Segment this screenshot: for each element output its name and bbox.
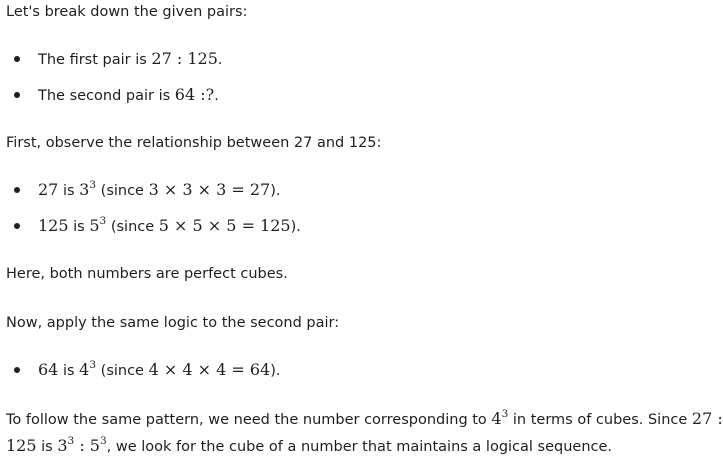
text: ). bbox=[270, 183, 281, 199]
text: (since bbox=[96, 183, 149, 199]
text: is bbox=[68, 219, 90, 235]
math-base: 3 bbox=[79, 180, 90, 199]
intro-paragraph: Let's break down the given pairs: bbox=[6, 4, 248, 20]
bullet-dot bbox=[14, 187, 20, 193]
text: ). bbox=[290, 219, 301, 235]
math-number: 125 bbox=[38, 216, 69, 235]
math-number: 27 bbox=[38, 180, 59, 199]
bullet-dot bbox=[14, 223, 20, 229]
text: The second pair is bbox=[38, 88, 175, 104]
text: (since bbox=[106, 219, 159, 235]
text: in terms of cubes. Since bbox=[508, 412, 692, 428]
bullet-dot bbox=[14, 56, 20, 62]
follow-pattern-line-2 bbox=[6, 436, 612, 457]
math-expression: 27 : bbox=[691, 409, 723, 428]
bullet-dot bbox=[14, 92, 20, 98]
math-exponent: 3 bbox=[89, 179, 97, 191]
cube-125-item bbox=[38, 216, 301, 237]
text: is bbox=[58, 363, 80, 379]
apply-logic-paragraph: Now, apply the same logic to the second pair: bbox=[6, 315, 340, 331]
math-exponent: 3 bbox=[89, 359, 97, 371]
math-exponent: 3 bbox=[99, 435, 107, 447]
text: is bbox=[36, 439, 58, 455]
math-expression: 3 × 3 × 3 = 27 bbox=[148, 180, 271, 199]
math-expression: 64 :? bbox=[174, 85, 215, 104]
math-number: 125 bbox=[6, 436, 37, 455]
math-expression: 4 × 4 × 4 = 64 bbox=[148, 360, 271, 379]
math-exponent: 3 bbox=[99, 215, 107, 227]
math-exponent: 3 bbox=[501, 408, 509, 420]
math-base: : 5 bbox=[74, 436, 100, 455]
math-base: 4 bbox=[491, 409, 502, 428]
math-base: 4 bbox=[79, 360, 90, 379]
text: The first pair is bbox=[38, 52, 152, 68]
text: To follow the same pattern, we need the number corresponding to bbox=[6, 412, 492, 428]
text: is bbox=[58, 183, 80, 199]
follow-pattern-line-1 bbox=[6, 409, 723, 430]
text: , we look for the cube of a number that maintains a logical sequence. bbox=[106, 439, 613, 455]
math-base: 5 bbox=[89, 216, 100, 235]
math-number: 64 bbox=[38, 360, 59, 379]
first-pair-item bbox=[38, 49, 222, 70]
text: (since bbox=[96, 363, 149, 379]
cube-27-item bbox=[38, 180, 281, 201]
text: ). bbox=[270, 363, 281, 379]
cube-64-item bbox=[38, 360, 281, 381]
text: . bbox=[214, 88, 219, 104]
text: . bbox=[217, 52, 223, 68]
second-pair-item bbox=[38, 85, 219, 106]
math-expression: 27 : 125 bbox=[151, 49, 218, 68]
bullet-dot bbox=[14, 367, 20, 373]
math-base: 3 bbox=[57, 436, 68, 455]
math-exponent: 3 bbox=[67, 435, 75, 447]
observe-paragraph: First, observe the relationship between 27 and 125: bbox=[6, 135, 382, 151]
math-expression: 5 × 5 × 5 = 125 bbox=[158, 216, 291, 235]
perfect-cubes-paragraph: Here, both numbers are perfect cubes. bbox=[6, 266, 288, 282]
